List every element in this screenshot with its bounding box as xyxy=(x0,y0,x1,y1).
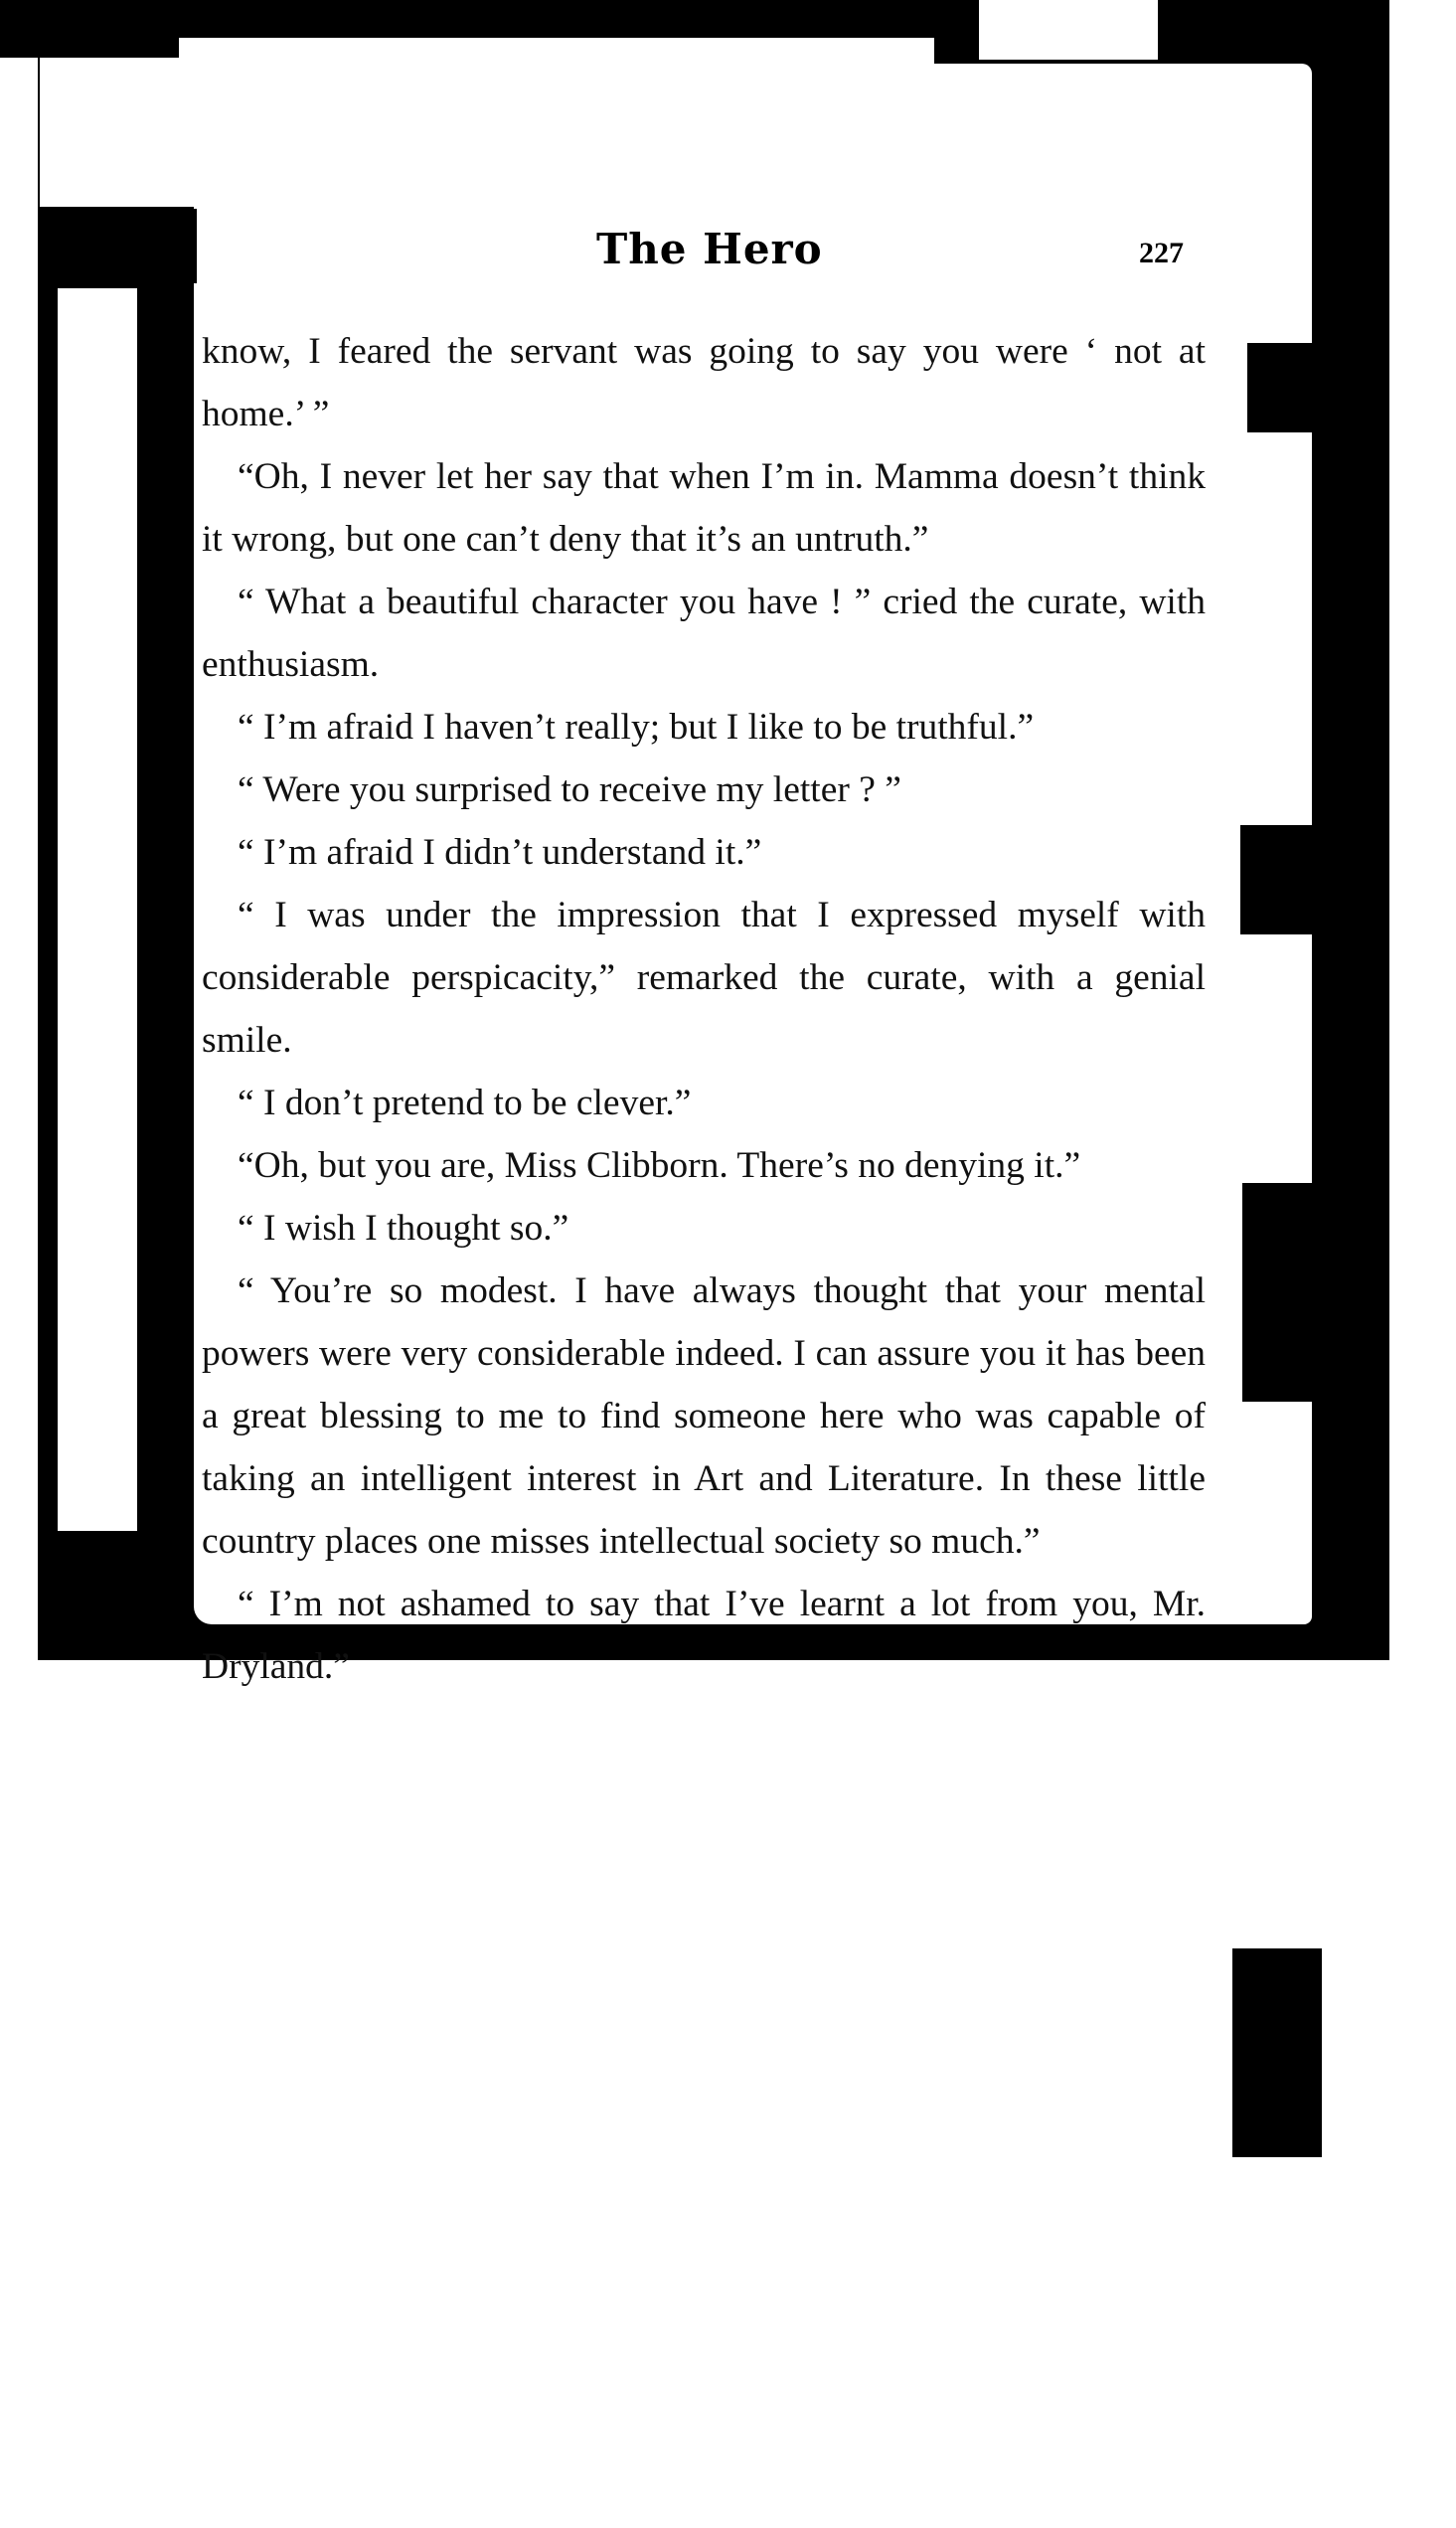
scan-top-right-gap xyxy=(979,0,1158,60)
paragraph: “ You’re so modest. I have always thought that your mental powers were very considerable indeed. I can assure you it has been a great blessing to me to find someone here who was capable of taking an intelligent interest in Art and Literature. In these little country places one misses intellectual society so much.” xyxy=(202,1270,1206,1562)
margin-shadow xyxy=(1232,1948,1322,2157)
paragraph: “ I’m afraid I didn’t understand it.” xyxy=(238,832,762,873)
margin-shadow xyxy=(1247,343,1317,432)
paragraph: “ I wish I thought so.” xyxy=(238,1208,569,1249)
paragraph: “ Were you surprised to receive my letter ? ” xyxy=(238,769,901,810)
paper-left-edge xyxy=(58,288,137,1531)
paragraph: “Oh, I never let her say that when I’m in. Mamma doesn’t think it wrong, but one can’t deny that it’s an untruth.” xyxy=(202,456,1206,560)
paper-corner xyxy=(40,58,199,207)
scan-top-gap xyxy=(179,38,934,66)
running-head: The Hero xyxy=(596,225,823,273)
paragraph: know, I feared the servant was going to say you were ‘ not at home.’ ” xyxy=(202,331,1206,434)
paragraph: “ I’m afraid I haven’t really; but I like to be truthful.” xyxy=(238,707,1035,748)
paragraph: “ I’m not ashamed to say that I’ve learnt a lot from you, Mr. Dryland.” xyxy=(202,1584,1206,1687)
paragraph: “ What a beautiful character you have ! ” cried the curate, with enthusiasm. xyxy=(202,582,1206,685)
margin-shadow xyxy=(38,209,197,283)
page-number: 227 xyxy=(1139,237,1184,269)
paragraph: “ I was under the impression that I expressed myself with considerable perspicacity,” remarked the curate, with a genial smile. xyxy=(202,895,1206,1061)
paragraph: “Oh, but you are, Miss Clibborn. There’s no denying it.” xyxy=(238,1145,1081,1186)
paragraph: “ I don’t pretend to be clever.” xyxy=(238,1083,692,1123)
margin-shadow xyxy=(1240,825,1320,934)
body-text xyxy=(202,320,1206,1698)
margin-shadow xyxy=(1242,1183,1317,1402)
